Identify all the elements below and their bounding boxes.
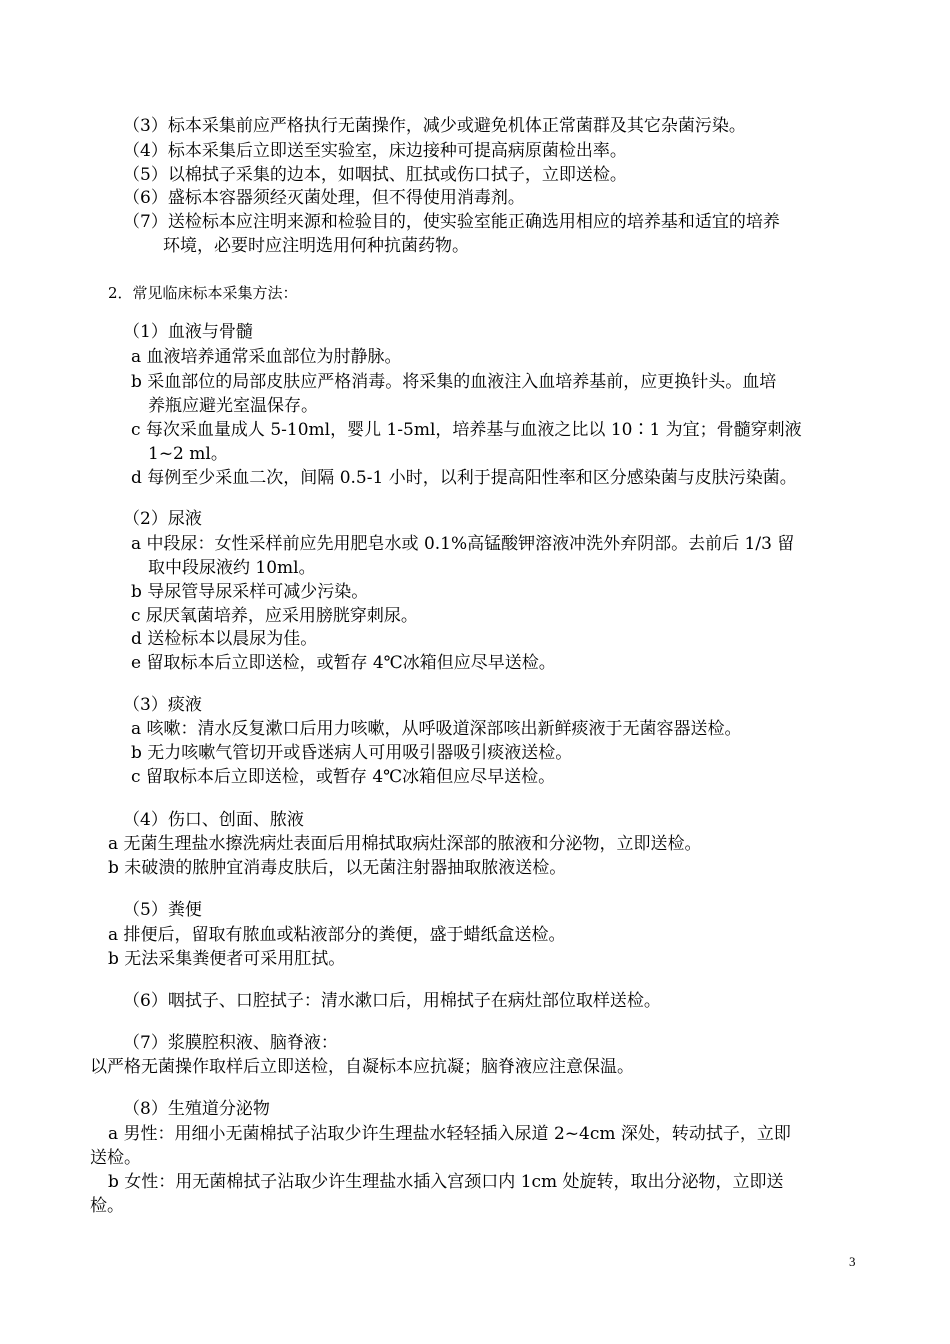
text-line: 送检。: [90, 1148, 141, 1168]
text-line: （7）送检标本应注明来源和检验目的，使实验室能正确选用相应的培养基和适宜的培养: [123, 212, 780, 232]
text-line: b 女性：用无菌棉拭子沾取少许生理盐水插入宫颈口内 1cm 处旋转，取出分泌物，立即送: [108, 1172, 784, 1192]
text-line: 检。: [90, 1196, 124, 1216]
subsection-heading: （6）咽拭子、口腔拭子：清水漱口后，用棉拭子在病灶部位取样送检。: [123, 991, 661, 1011]
page-number: 3: [849, 1254, 856, 1269]
text-line: a 血液培养通常采血部位为肘静脉。: [131, 347, 402, 367]
text-line: b 未破溃的脓肿宜消毒皮肤后，以无菌注射器抽取脓液送检。: [108, 858, 567, 878]
text-line: a 排便后，留取有脓血或粘液部分的粪便，盛于蜡纸盒送检。: [108, 925, 566, 945]
text-line: 环境，必要时应注明选用何种抗菌药物。: [163, 236, 469, 256]
text-line: 养瓶应避光室温保存。: [148, 396, 318, 416]
subsection-heading: （4）伤口、创面、脓液: [123, 810, 304, 830]
text-line: （4）标本采集后立即送至实验室，床边接种可提高病原菌检出率。: [123, 141, 627, 161]
text-line: b 无法采集粪便者可采用肛拭。: [108, 949, 346, 969]
text-line: a 咳嗽：清水反复漱口后用力咳嗽，从呼吸道深部咳出新鲜痰液于无菌容器送检。: [131, 719, 742, 739]
subsection-heading: （2）尿液: [123, 509, 202, 529]
subsection-heading: （3）痰液: [123, 695, 202, 715]
text-line: 1~2 ml。: [148, 444, 228, 464]
text-line: c 留取标本后立即送检，或暂存 4℃冰箱但应尽早送检。: [131, 767, 556, 787]
text-line: d 每例至少采血二次，间隔 0.5-1 小时，以利于提高阳性率和区分感染菌与皮肤污染菌。: [131, 468, 797, 488]
text-line: b 采血部位的局部皮肤应严格消毒。将采集的血液注入血培养基前，应更换针头。血培: [131, 372, 777, 392]
text-line: c 尿厌氧菌培养，应采用膀胱穿刺尿。: [131, 606, 418, 626]
text-line: a 中段尿：女性采样前应先用肥皂水或 0.1%高锰酸钾溶液冲洗外弃阴部。去前后 1/3 留: [131, 534, 795, 554]
text-line: c 每次采血量成人 5-10ml，婴儿 1-5ml，培养基与血液之比以 10∶1 为宜；骨髓穿刺液: [131, 420, 802, 440]
text-line: a 男性：用细小无菌棉拭子沾取少许生理盐水轻轻插入尿道 2~4cm 深处，转动拭子，立即: [108, 1124, 791, 1144]
text-line: d 送检标本以晨尿为佳。: [131, 629, 318, 649]
text-line: 取中段尿液约 10ml。: [148, 558, 316, 578]
text-line: （3）标本采集前应严格执行无菌操作，减少或避免机体正常菌群及其它杂菌污染。: [123, 116, 746, 136]
section-heading: 2．常见临床标本采集方法：: [108, 284, 298, 302]
subsection-heading: （1）血液与骨髓: [123, 322, 253, 342]
text-line: b 无力咳嗽气管切开或昏迷病人可用吸引器吸引痰液送检。: [131, 743, 573, 763]
text-line: （6）盛标本容器须经灭菌处理，但不得使用消毒剂。: [123, 188, 525, 208]
text-line: b 导尿管导尿采样可减少污染。: [131, 582, 369, 602]
subsection-heading: （7）浆膜腔积液、脑脊液：: [123, 1033, 338, 1053]
text-line: 以严格无菌操作取样后立即送检，自凝标本应抗凝；脑脊液应注意保温。: [90, 1057, 634, 1077]
text-line: e 留取标本后立即送检，或暂存 4℃冰箱但应尽早送检。: [131, 653, 556, 673]
text-line: a 无菌生理盐水擦洗病灶表面后用棉拭取病灶深部的脓液和分泌物，立即送检。: [108, 834, 702, 854]
text-line: （5）以棉拭子采集的边本，如咽拭、肛拭或伤口拭子，立即送检。: [123, 165, 627, 185]
subsection-heading: （5）粪便: [123, 900, 202, 920]
subsection-heading: （8）生殖道分泌物: [123, 1099, 270, 1119]
